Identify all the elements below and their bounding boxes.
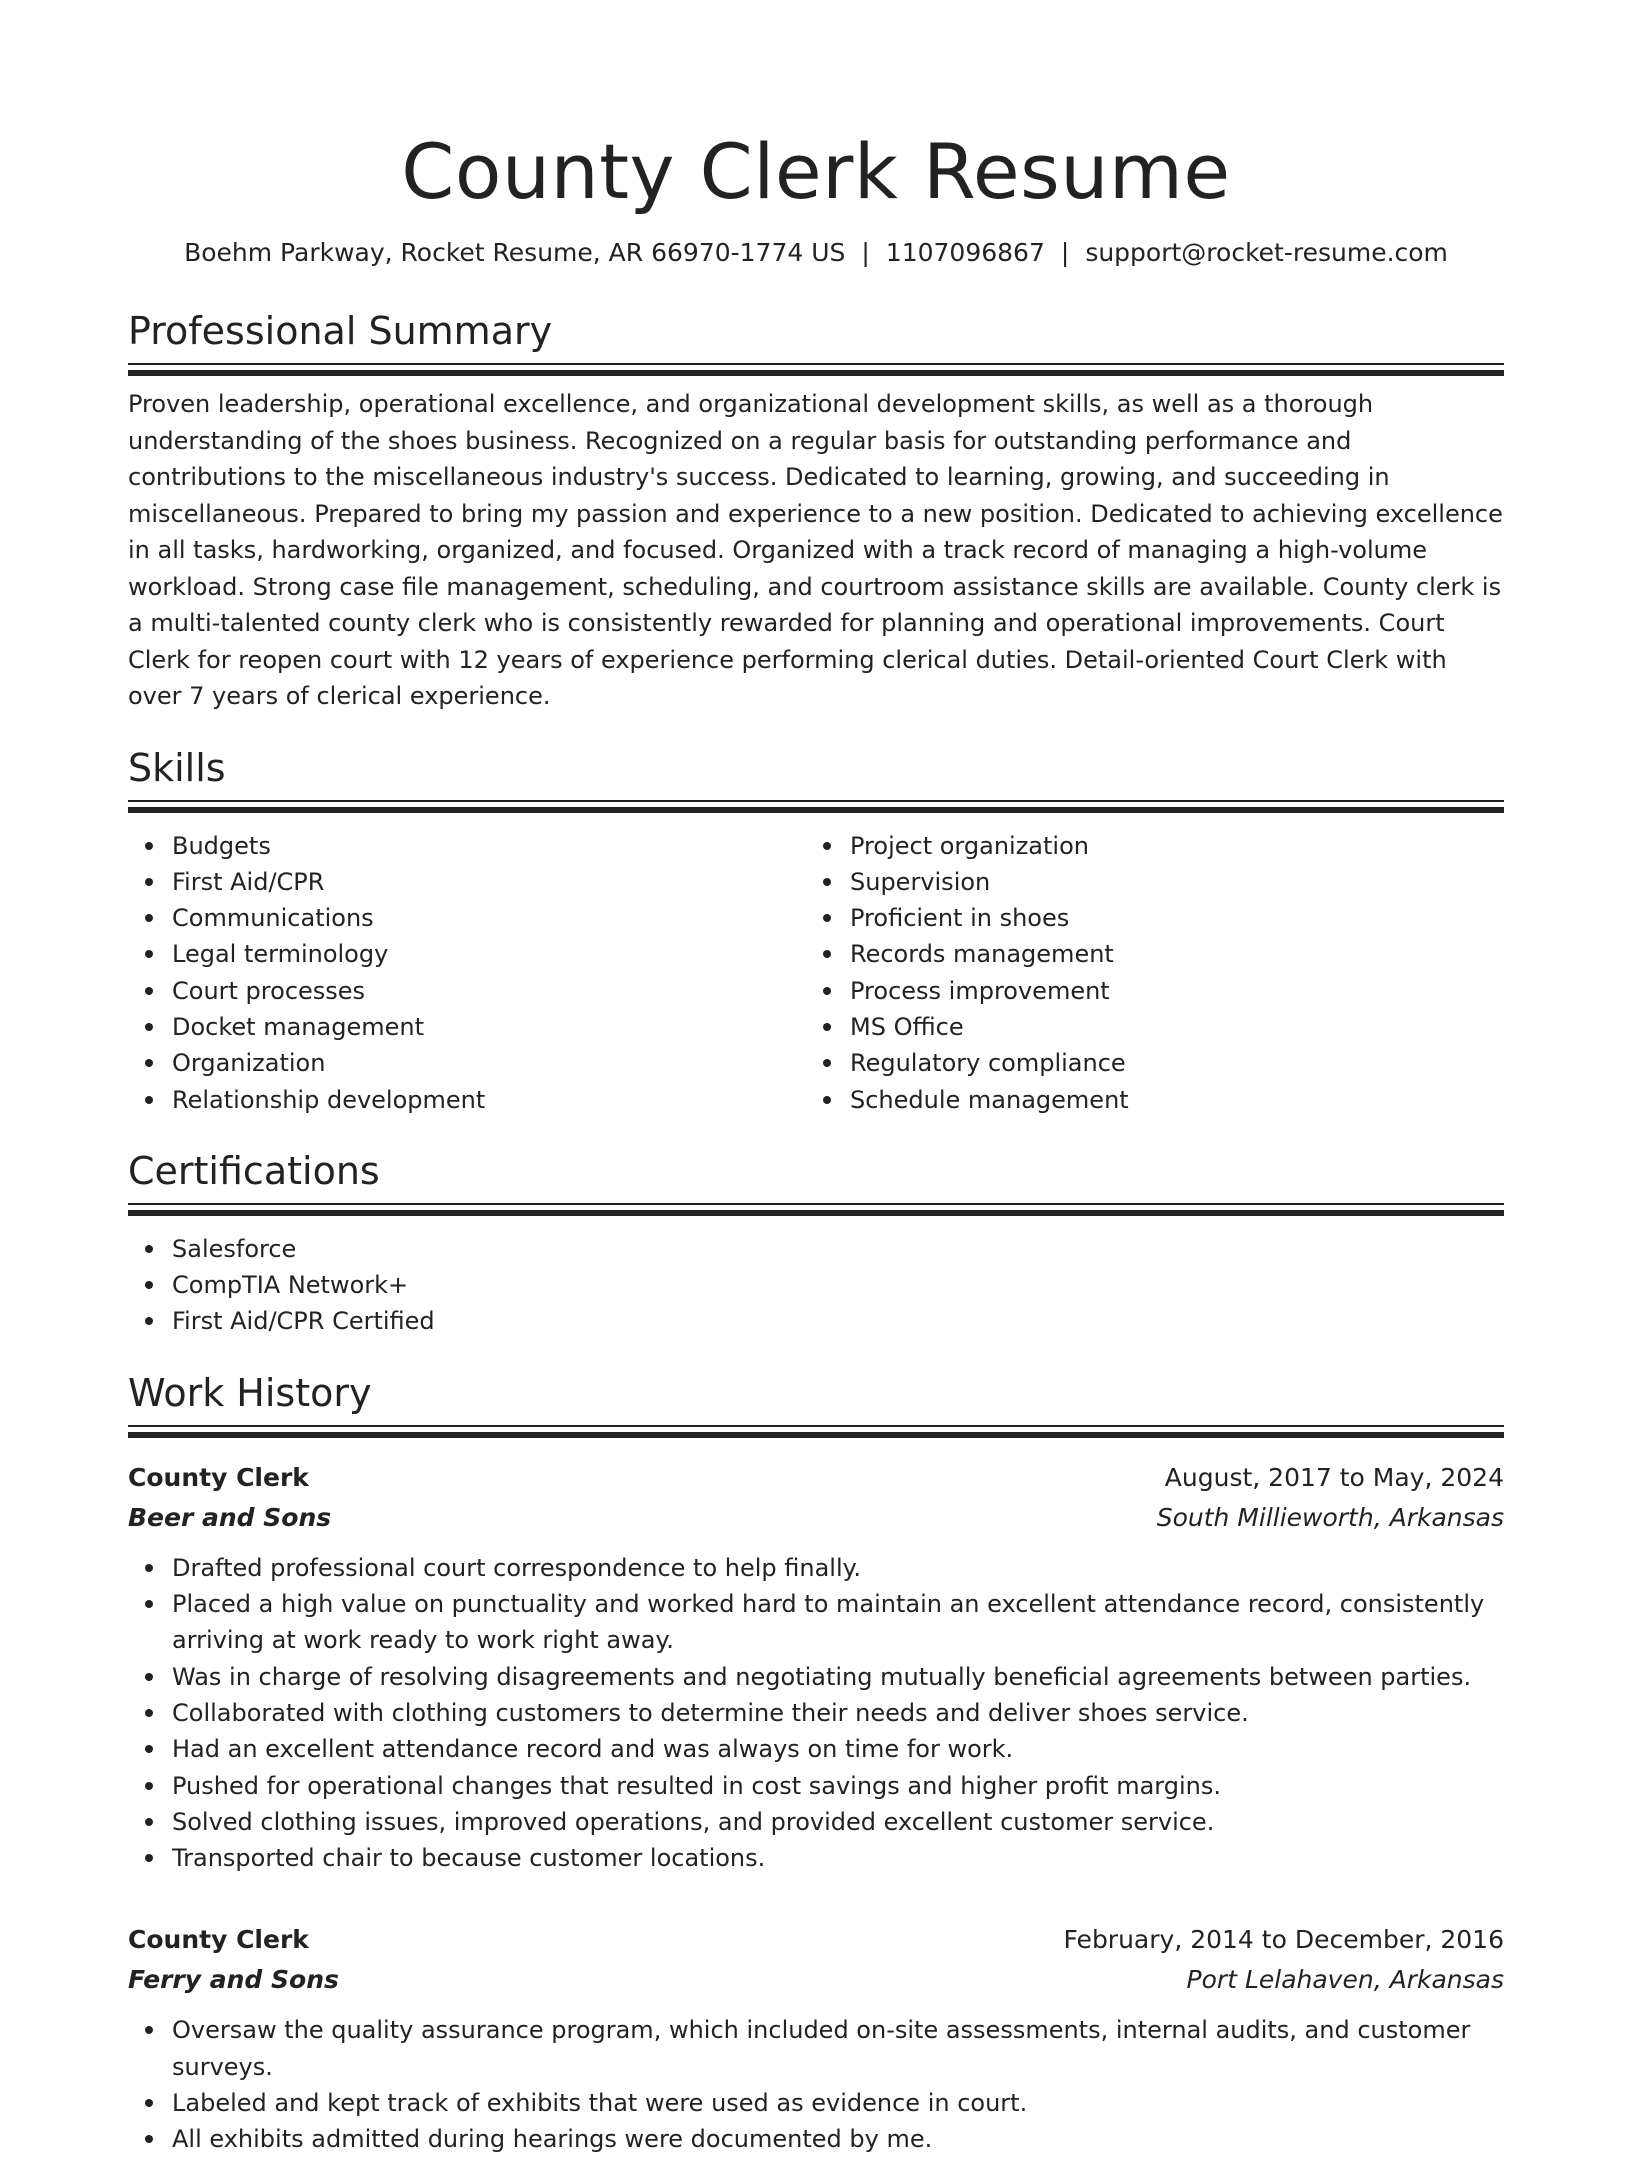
job-duty: Drafted professional court correspondence to help finally. <box>128 1550 1504 1586</box>
skill-item: Proficient in shoes <box>806 900 1504 936</box>
job-header-row <box>128 1920 1504 1960</box>
certification-item: CompTIA Network+ <box>128 1267 1504 1303</box>
contact-email: support@rocket-resume.com <box>1085 238 1448 267</box>
job-duty: Placed a high value on punctuality and worked hard to maintain an excellent attendance record, consistently arriving at work ready to work right away. <box>128 1586 1504 1659</box>
job-duty: Labeled and kept track of exhibits that were used as evidence in court. <box>128 2085 1504 2121</box>
job-duty: Transported chair to because customer locations. <box>128 1840 1504 1876</box>
skill-item: Process improvement <box>806 973 1504 1009</box>
job-duty: Had an excellent attendance record and was always on time for work. <box>128 1731 1504 1767</box>
skill-item: First Aid/CPR <box>128 864 806 900</box>
skill-item: Docket management <box>128 1009 806 1045</box>
certifications-section <box>128 1146 1504 1340</box>
skill-item: Schedule management <box>806 1082 1504 1118</box>
job-entry <box>128 1458 1504 1877</box>
skill-item: Supervision <box>806 864 1504 900</box>
section-heading-summary: Professional Summary <box>128 309 553 353</box>
skill-item: Budgets <box>128 828 806 864</box>
section-divider <box>128 1425 1504 1438</box>
skill-item: MS Office <box>806 1009 1504 1045</box>
skills-list-left <box>128 828 806 1118</box>
section-heading-certifications: Certifications <box>128 1148 380 1193</box>
professional-summary-section <box>128 306 1504 715</box>
skills-list-right <box>806 828 1504 1118</box>
job-title: County Clerk <box>128 1925 309 1955</box>
skill-item: Records management <box>806 936 1504 972</box>
job-duty: Solved clothing issues, improved operations, and provided excellent customer service. <box>128 1804 1504 1840</box>
certification-item: First Aid/CPR Certified <box>128 1303 1504 1339</box>
skill-item: Organization <box>128 1045 806 1081</box>
section-heading-work: Work History <box>128 1370 372 1415</box>
certification-item: Salesforce <box>128 1231 1504 1267</box>
skill-item: Relationship development <box>128 1082 806 1118</box>
contact-separator: | <box>861 238 870 267</box>
section-divider <box>128 800 1504 813</box>
summary-text: Proven leadership, operational excellence, and organizational development skills, as well as a thorough understanding of the shoes business. Recognized on a regular basis for outstanding performance and contributions to the miscellaneous industry's success. Dedicated to learning, growing, and succeeding in miscellaneous. Prepared to bring my passion and experience to a new position. Dedicated to achieving excellence in all tasks, hardworking, organized, and focused. Organized with a track record of managing a high-volume workload. Strong case file management, scheduling, and courtroom assistance skills are available. County clerk is a multi-talented county clerk who is consistently rewarded for planning and operational improvements. Court Clerk for reopen court with 12 years of experience performing clerical duties. Detail-oriented Court Clerk with over 7 years of clerical experience. <box>128 390 1503 710</box>
contact-phone: 1107096867 <box>885 238 1045 267</box>
work-history-section <box>128 1368 1504 2158</box>
job-duty: Collaborated with clothing customers to determine their needs and deliver shoes service. <box>128 1695 1504 1731</box>
job-location: Port Lelahaven, Arkansas <box>1186 1965 1504 1995</box>
job-dates: February, 2014 to December, 2016 <box>1063 1925 1504 1955</box>
job-duty: Oversaw the quality assurance program, which included on-site assessments, internal audits, and customer surveys. <box>128 2012 1504 2085</box>
section-heading-skills: Skills <box>128 745 226 790</box>
skill-item: Communications <box>128 900 806 936</box>
job-location: South Millieworth, Arkansas <box>1156 1502 1504 1532</box>
skills-section <box>128 743 1504 1118</box>
contact-line <box>128 236 1504 270</box>
job-header-row <box>128 1458 1504 1498</box>
section-divider <box>128 363 1504 376</box>
skills-grid <box>128 828 1504 1118</box>
job-company: Beer and Sons <box>128 1502 332 1532</box>
skill-item: Project organization <box>806 828 1504 864</box>
job-title: County Clerk <box>128 1462 309 1492</box>
contact-address: Boehm Parkway, Rocket Resume, AR 66970-1774 US <box>184 238 846 267</box>
skill-item: Regulatory compliance <box>806 1045 1504 1081</box>
section-divider <box>128 1203 1504 1216</box>
skill-item: Court processes <box>128 973 806 1009</box>
certifications-list <box>128 1231 1504 1340</box>
job-duty: Was in charge of resolving disagreements and negotiating mutually beneficial agreements between parties. <box>128 1659 1504 1695</box>
page-title: County Clerk Resume <box>401 127 1231 216</box>
job-duties-list <box>128 1550 1504 1877</box>
job-company: Ferry and Sons <box>128 1965 339 1995</box>
job-duty: All exhibits admitted during hearings were documented by me. <box>128 2121 1504 2157</box>
skill-item: Legal terminology <box>128 936 806 972</box>
job-company-row <box>128 1498 1504 1538</box>
contact-separator: | <box>1060 238 1070 267</box>
job-entry <box>128 1920 1504 2157</box>
job-duties-list <box>128 2012 1504 2157</box>
job-duty: Pushed for operational changes that resulted in cost savings and higher profit margins. <box>128 1768 1504 1804</box>
job-dates: August, 2017 to May, 2024 <box>1164 1462 1504 1492</box>
job-company-row <box>128 1960 1504 2000</box>
